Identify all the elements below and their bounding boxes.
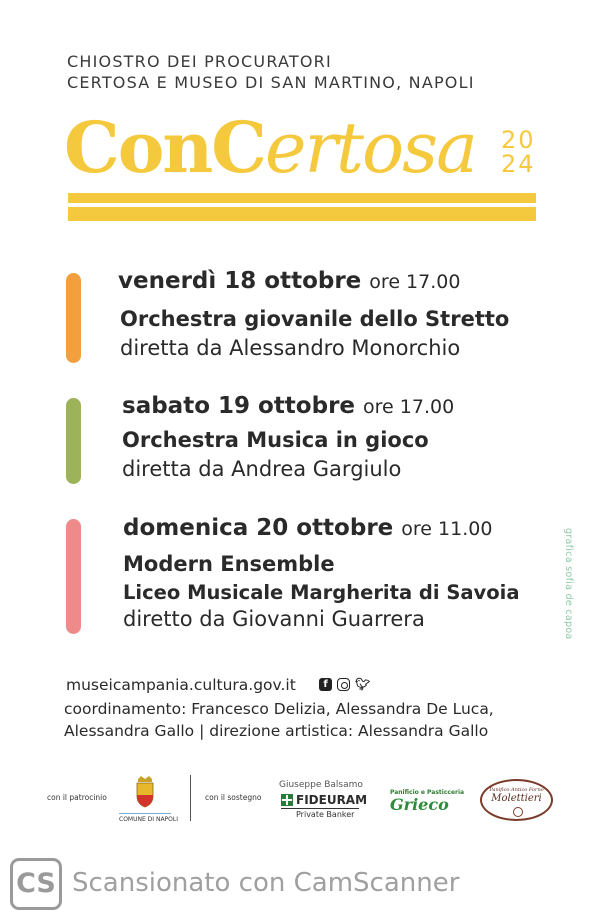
logo-year-bottom: 24 [501,150,536,178]
event-subtitle: Liceo Musicale Margherita di Savoia [123,581,520,604]
patronage-label: con il patrocinio [47,793,107,802]
event-time: ore 17.00 [369,271,461,293]
logo-year [501,128,536,176]
event-conductor: diretta da Alessandro Monorchio [120,336,461,360]
credits-text [64,698,494,742]
molettieri-subtitle: Panifico Antico Forno [489,787,544,793]
coordination-line-2: Alessandra Gallo | direzione artistica: Alessandra Gallo [64,722,489,740]
event-title: Orchestra giovanile dello Stretto [120,307,510,331]
event-time: ore 11.00 [401,518,493,540]
comune-label: COMUNE DI NAPOLI [119,816,179,823]
event-date: sabato 19 ottobre ore 17.00 [122,393,455,419]
camscanner-watermark: Scansionato con CamScanner [72,868,460,898]
grieco-subtitle: Panificio e Pasticceria [390,789,465,796]
fideuram-name: FIDEURAM [296,793,368,807]
grieco-logo: Grieco [390,795,449,814]
event-3 [66,515,536,634]
event-time: ore 17.00 [363,396,455,418]
instagram-icon[interactable] [337,678,350,691]
support-label: con il sostegno [205,793,262,802]
logo-part-2: ertosa [265,107,476,189]
sponsor-divider [190,775,191,821]
social-icons [319,677,371,691]
graphic-credit: grafica sofia de capoa [563,528,574,640]
fideuram-logo [281,793,367,807]
event-marker [66,273,81,363]
event-marker [66,398,81,484]
event-1 [66,268,536,363]
venue-line-1: CHIOSTRO DEI PROCURATORI [67,52,332,71]
event-date: domenica 20 ottobre ore 11.00 [123,515,493,541]
event-conductor: diretta da Andrea Gargiulo [122,457,402,481]
balsamo-label: Giuseppe Balsamo [279,780,363,790]
logo-bar-bottom [68,207,536,221]
fideuram-rule [281,808,359,809]
comune-divider [119,813,171,814]
fideuram-cross-icon [281,794,293,806]
concertosa-logo [64,106,544,190]
event-title: Modern Ensemble [123,552,335,576]
logo-year-top: 20 [501,126,536,154]
private-banker-label: Private Banker [296,810,355,819]
camscanner-logo-icon: CS [10,858,62,910]
event-date: venerdì 18 ottobre ore 17.00 [118,268,461,294]
facebook-icon[interactable]: f [319,678,332,691]
venue-line-2: CERTOSA E MUSEO DI SAN MARTINO, NAPOLI [67,73,475,92]
logo-part-1: ConC [64,106,266,189]
molettieri-logo [480,779,553,821]
molettieri-name: Molettieri [491,793,542,804]
logo-bar-top [68,193,536,203]
event-marker [66,519,81,634]
event-conductor: diretto da Giovanni Guarrera [123,607,425,631]
coordination-line-1: coordinamento: Francesco Delizia, Alessandra De Luca, [64,700,494,718]
molettieri-seal-icon [513,807,523,817]
website-link[interactable]: museicampania.cultura.gov.it [66,676,296,694]
twitter-icon[interactable]: 🐦︎ [355,677,371,691]
napoli-crest-icon [134,776,156,808]
event-2 [66,393,536,484]
venue [67,51,475,93]
event-title: Orchestra Musica in gioco [122,428,429,452]
